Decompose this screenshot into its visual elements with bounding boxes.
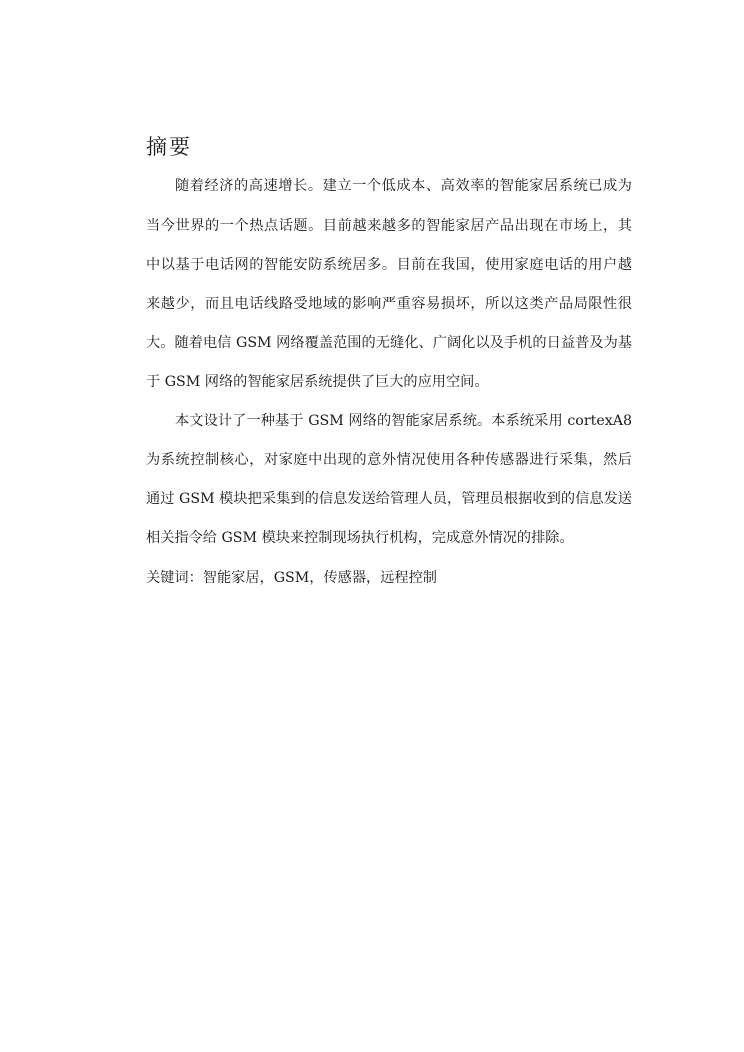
paragraph1-line-5: 大。随着电信 GSM 网络覆盖范围的无缝化、广阔化以及手机的日益普及为基 xyxy=(146,335,632,351)
paragraph2-line-1: 本文设计了一种基于 GSM 网络的智能家居系统。本系统采用 cortexA8 xyxy=(175,413,632,429)
paragraph2-line-2: 为系统控制核心，对家庭中出现的意外情况使用各种传感器进行采集，然后 xyxy=(146,452,632,468)
paragraph1-line-2: 当今世界的一个热点话题。目前越来越多的智能家居产品出现在市场上，其 xyxy=(146,218,632,234)
paragraph1-line-6: 于 GSM 网络的智能家居系统提供了巨大的应用空间。 xyxy=(146,374,489,390)
paragraph1-line-3: 中以基于电话网的智能安防系统居多。目前在我国，使用家庭电话的用户越 xyxy=(146,257,632,273)
paragraph2-line-3: 通过 GSM 模块把采集到的信息发送给管理人员，管理员根据收到的信息发送 xyxy=(146,491,632,507)
paragraph1-line-1: 随着经济的高速增长。建立一个低成本、高效率的智能家居系统已成为 xyxy=(175,178,632,194)
paragraph2-line-4: 相关指令给 GSM 模块来控制现场执行机构，完成意外情况的排除。 xyxy=(146,530,574,546)
paragraph1-line-4: 来越少，而且电话线路受地域的影响严重容易损坏，所以这类产品局限性很 xyxy=(146,296,632,312)
abstract-title: 摘要 xyxy=(146,135,192,159)
keywords-line: 关键词：智能家居，GSM，传感器，远程控制 xyxy=(146,570,437,586)
